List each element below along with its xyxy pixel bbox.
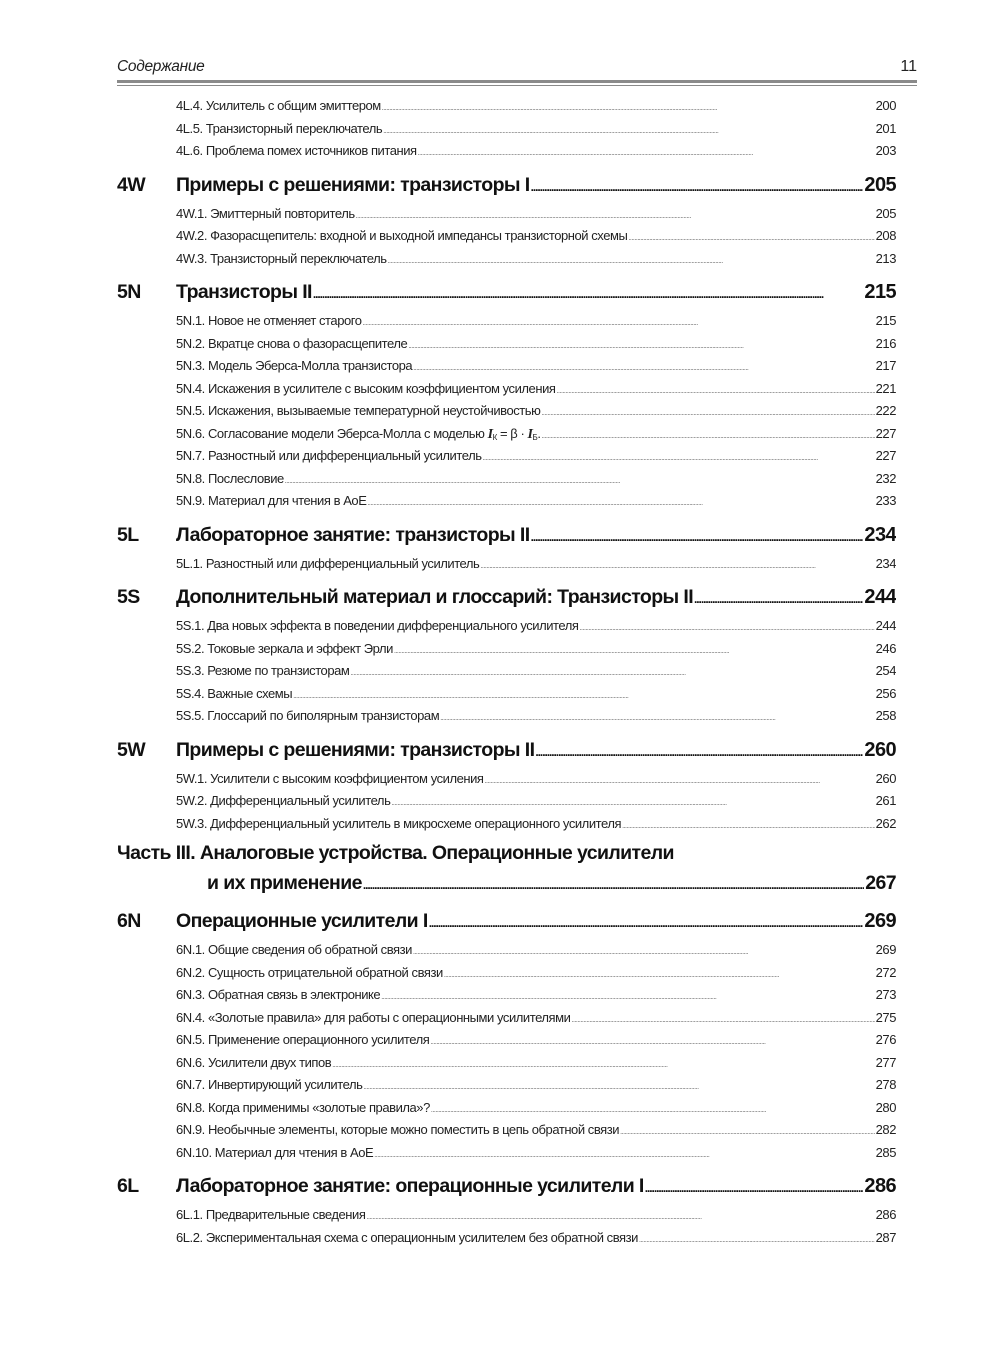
dot-leader [382,105,875,112]
dot-leader [363,320,875,327]
toc-chapter-5w[interactable] [117,739,896,771]
dot-leader [363,1084,874,1091]
toc-entry[interactable] [117,143,896,166]
toc-chapter-6n[interactable] [117,910,896,942]
entry-page: 277 [875,1054,896,1070]
dot-leader [366,1214,874,1221]
toc-entry[interactable] [117,1230,896,1253]
toc-entry[interactable] [117,381,896,404]
chapter-title: Лабораторное занятие: транзисторы II [176,523,530,546]
toc-entry[interactable] [117,965,896,988]
table-of-contents [117,98,896,1252]
toc-entry[interactable] [117,1055,896,1078]
chapter-page: 244 [864,586,896,608]
entry-label: 5S.5. Глоссарий по биполярным транзисторам [176,708,440,723]
toc-entry[interactable] [117,1100,896,1123]
entry-label: 6N.6. Усилители двух типов [176,1054,332,1070]
entry-page: 278 [875,1077,896,1092]
chapter-title: Примеры с решениями: транзисторы II [176,738,535,761]
entry-label: 5N.8. Послесловие [176,470,284,486]
entry-label: 4L.4. Усилитель с общим эмиттером [176,98,381,113]
entry-label: 5N.6. Согласование модели Эберса-Молла с моделью [176,425,485,441]
entry-page: 215 [875,313,896,328]
running-head [117,58,917,80]
entry-label: 6N.1. Общие сведения об обратной связи [176,942,412,957]
dot-leader [485,778,875,785]
dot-leader [531,530,864,544]
toc-entry[interactable] [117,663,896,686]
chapter-title: Примеры с решениями: транзисторы I [176,173,530,196]
toc-entry[interactable] [117,556,896,579]
entry-page: 262 [875,815,896,831]
dot-leader [694,592,863,606]
toc-entry[interactable] [117,403,896,426]
header-rule-thick [117,80,917,83]
entry-page: 232 [875,470,896,486]
entry-page: 217 [875,358,896,373]
dot-leader [431,1107,875,1114]
entry-page: 269 [875,942,896,957]
chapter-title: Дополнительный материал и глоссарий: Транзисторы II [176,586,694,608]
dot-leader [622,823,875,830]
entry-label: 5N.1. Новое не отменяет старого [176,313,362,328]
toc-entry[interactable] [117,448,896,471]
dot-leader [531,180,864,194]
chapter-page: 286 [864,1175,896,1197]
entry-page: 275 [875,1009,896,1025]
toc-entry[interactable] [117,708,896,731]
entry-label: 5L.1. Разностный или дифференциальный усилитель [176,555,480,571]
toc-entry[interactable] [117,942,896,965]
dot-leader [444,972,875,979]
dot-leader [579,625,874,632]
entry-page: 261 [875,793,896,808]
entry-label: 6N.7. Инвертирующий усилитель [176,1077,363,1092]
chapter-code: 4W [117,173,146,196]
dot-leader [430,1039,874,1046]
toc-chapter-5s[interactable] [117,586,896,618]
entry-label: 6N.5. Применение операционного усилителя [176,1032,430,1047]
toc-entry[interactable] [117,1032,896,1055]
dot-leader [394,648,875,655]
toc-entry[interactable] [117,641,896,664]
entry-label: 4L.6. Проблема помех источников питания [176,143,417,158]
part-page: 267 [865,872,896,894]
entry-label: 4L.5. Транзисторный переключатель [176,120,383,136]
entry-label: 4W.1. Эмиттерный повторитель [176,205,355,221]
formula-end: . [537,425,541,441]
toc-entry[interactable] [117,816,896,839]
dot-leader [383,128,874,135]
entry-page: 273 [875,987,896,1002]
dot-leader [542,433,875,440]
toc-part-3[interactable] [117,842,896,902]
dot-leader [429,916,864,930]
toc-entry[interactable] [117,98,896,121]
toc-entry[interactable] [117,1010,896,1033]
entry-page: 244 [875,618,896,633]
chapter-code: 5S [117,586,140,608]
entry-label: 6N.9. Необычные элементы, которые можно поместить в цепь обратной связи [176,1122,620,1137]
toc-entry[interactable] [117,358,896,381]
toc-entry[interactable] [117,493,896,516]
formula-var: I [487,426,493,442]
toc-entry[interactable] [117,1077,896,1100]
formula-ik-beta-ib [484,426,540,443]
dot-leader [391,800,874,807]
entry-label: 6N.8. Когда применимы «золотые правила»? [176,1099,430,1115]
entry-label: 6L.1. Предварительные сведения [176,1207,366,1222]
entry-label: 4W.2. Фазорасщепитель: входной и выходной импедансы транзисторной схемы [176,228,628,243]
chapter-title: Транзисторы II [176,281,312,303]
dot-leader [413,365,874,372]
entry-label: 5W.2. Дифференциальный усилитель [176,793,391,808]
entry-page: 222 [875,403,896,418]
running-title: Содержание [117,58,205,75]
toc-entry[interactable] [117,686,896,709]
toc-entry[interactable] [117,251,896,274]
dot-leader [480,563,874,570]
toc-entry[interactable] [117,1207,896,1230]
chapter-title: Операционные усилители I [176,910,428,932]
entry-label: 5N.5. Искажения, вызываемые температурной неустойчивостью [176,403,541,418]
dot-leader [381,994,874,1001]
chapter-title: Лабораторное занятие: операционные усилители I [176,1175,644,1197]
toc-entry[interactable] [117,1122,896,1145]
entry-page: 208 [875,228,896,243]
chapter-page: 234 [864,523,896,546]
entry-label: 5S.3. Резюме по транзисторам [176,663,350,678]
entry-label: 4W.3. Транзисторный переключатель [176,250,387,266]
entry-page: 213 [875,250,896,266]
entry-page: 221 [875,380,896,396]
dot-leader [313,287,864,301]
entry-label: 5N.7. Разностный или дифференциальный усилитель [176,448,482,463]
page-number: 11 [900,58,917,75]
entry-label: 5W.3. Дифференциальный усилитель в микросхеме операционного усилителя [176,815,622,831]
dot-leader [639,1237,875,1244]
entry-label: 5N.3. Модель Эберса-Молла транзистора [176,358,413,373]
chapter-code: 5L [117,523,139,546]
formula-var: I [527,426,533,442]
toc-entry[interactable] [117,771,896,794]
dot-leader [620,1129,875,1136]
entry-page: 203 [875,143,896,158]
dot-leader [418,150,875,157]
dot-leader [556,388,874,395]
entry-page: 216 [875,335,896,351]
toc-chapter-5n[interactable] [117,281,896,313]
dot-leader [293,693,874,700]
chapter-code: 6N [117,910,141,932]
dot-leader [408,343,874,350]
toc-entry[interactable] [117,121,896,144]
toc-entry[interactable] [117,793,896,816]
dot-leader [374,1152,874,1159]
entry-page: 227 [875,425,896,441]
entry-label: 5S.4. Важные схемы [176,685,293,701]
formula-operator: = β · [496,425,528,441]
dot-leader [571,1017,874,1024]
toc-entry[interactable] [117,336,896,359]
chapter-page: 205 [864,173,896,196]
part-title-line2-row [117,872,896,902]
part-title-line2: и их применение [207,872,362,894]
entry-page: 286 [875,1207,896,1222]
part-title-line1: Часть III. Аналоговые устройства. Операционные усилители [117,842,674,864]
entry-page: 256 [875,685,896,701]
formula-subscript: Б [532,432,538,442]
toc-chapter-4w[interactable] [117,174,896,206]
entry-page: 285 [875,1144,896,1160]
toc-entry[interactable] [117,987,896,1010]
toc-chapter-6l[interactable] [117,1175,896,1207]
toc-entry[interactable] [117,1145,896,1168]
dot-leader [440,715,874,722]
entry-page: 234 [875,555,896,571]
dot-leader [363,878,864,892]
entry-page: 282 [875,1122,896,1137]
dot-leader [332,1062,874,1069]
entry-label: 5S.2. Токовые зеркала и эффект Эрли [176,640,393,656]
entry-label: 5N.9. Материал для чтения в AoE [176,493,367,508]
entry-label: 5W.1. Усилители с высоким коэффициентом усиления [176,770,484,786]
entry-page: 254 [875,663,896,678]
dot-leader [628,235,874,242]
toc-entry[interactable] [117,313,896,336]
toc-entry[interactable] [117,426,896,449]
entry-page: 205 [875,205,896,221]
entry-page: 201 [875,120,896,136]
entry-page: 200 [875,98,896,113]
chapter-page: 260 [864,738,896,761]
entry-page: 227 [875,448,896,463]
chapter-code: 5N [117,281,141,303]
dot-leader [541,410,874,417]
chapter-page: 269 [864,910,896,932]
dot-leader [388,258,875,265]
entry-page: 246 [875,640,896,656]
chapter-page: 215 [864,281,896,303]
entry-label: 5N.4. Искажения в усилителе с высоким коэффициентом усиления [176,380,556,396]
entry-label: 6N.10. Материал для чтения в AoE [176,1144,374,1160]
entry-label: 6N.2. Сущность отрицательной обратной связи [176,964,443,980]
dot-leader [535,745,863,759]
toc-chapter-5l[interactable] [117,524,896,556]
entry-page: 276 [875,1032,896,1047]
dot-leader [356,213,875,220]
toc-entry[interactable] [117,618,896,641]
entry-label: 6L.2. Экспериментальная схема с операционным усилителем без обратной связи [176,1229,638,1245]
entry-page: 280 [875,1099,896,1115]
entry-page: 287 [875,1229,896,1245]
entry-page: 272 [875,964,896,980]
entry-page: 233 [875,493,896,508]
entry-page: 258 [875,708,896,723]
toc-entry[interactable] [117,228,896,251]
toc-entry[interactable] [117,206,896,229]
dot-leader [367,500,874,507]
dot-leader [350,670,874,677]
entry-page: 260 [875,770,896,786]
toc-entry[interactable] [117,471,896,494]
entry-label: 5N.2. Вкратце снова о фазорасщепителе [176,335,408,351]
dot-leader [285,478,875,485]
header-rule-thin [117,85,917,86]
chapter-code: 6L [117,1175,139,1197]
dot-leader [483,455,875,462]
entry-label: 6N.4. «Золотые правила» для работы с операционными усилителями [176,1009,571,1025]
dot-leader [413,949,875,956]
entry-label: 6N.3. Обратная связь в электронике [176,987,381,1002]
formula-subscript: К [492,432,497,442]
entry-label: 5S.1. Два новых эффекта в поведении дифференциального усилителя [176,618,579,633]
chapter-code: 5W [117,738,146,761]
dot-leader [645,1181,864,1195]
